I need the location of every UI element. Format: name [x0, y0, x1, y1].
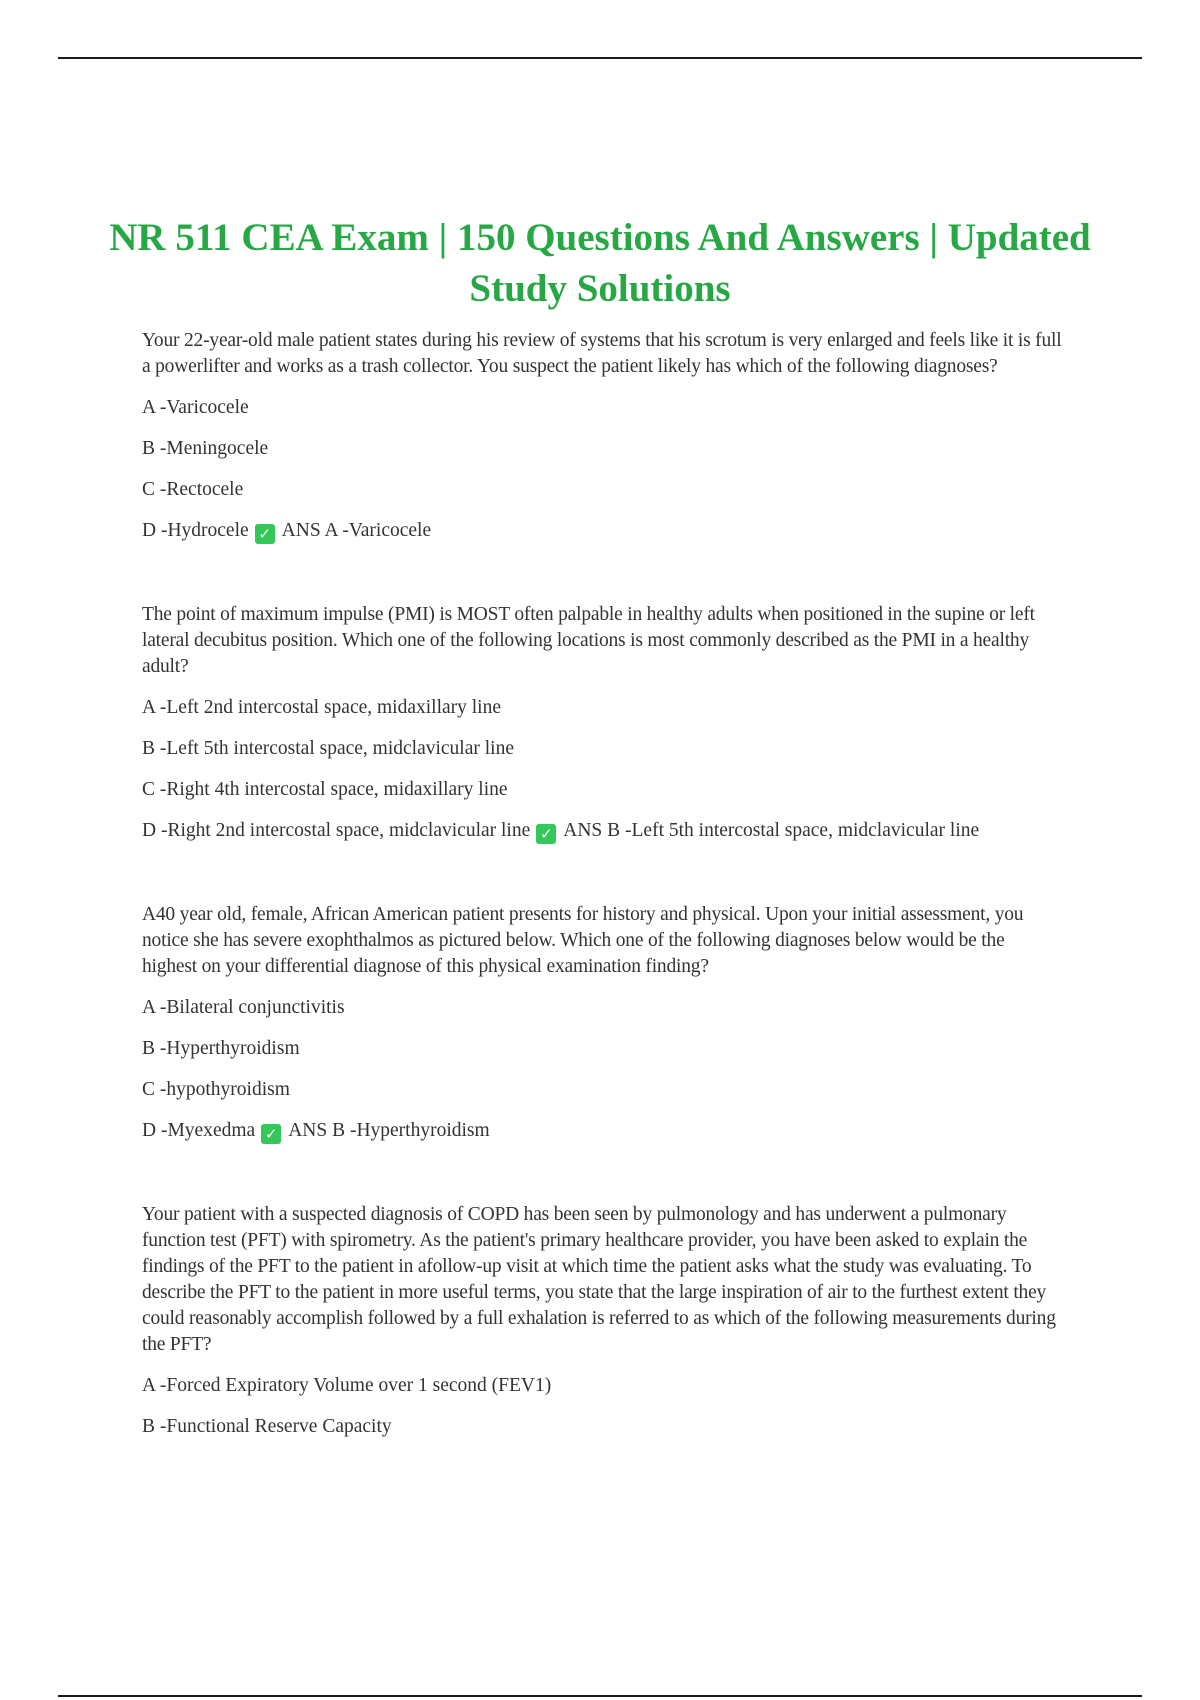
- option-d-answer-line: [142, 818, 1062, 844]
- question-block-2: [142, 602, 1062, 844]
- option-c: C -Rectocele: [142, 479, 244, 500]
- option-c: C -Right 4th intercostal space, midaxillary line: [142, 779, 508, 800]
- question-text: Your 22-year-old male patient states during his review of systems that his scrotum is very enlarged and feels like it is full a powerlifter and works as a trash collector. You suspect the patient likely has which of the following diagnoses?: [142, 330, 1062, 377]
- option-a: A -Bilateral conjunctivitis: [142, 997, 345, 1018]
- answer-text: ANS B -Left 5th intercostal space, midclavicular line: [563, 820, 980, 841]
- answer-text: ANS A -Varicocele: [281, 520, 432, 541]
- option-d-answer-line: [142, 1118, 1062, 1144]
- question-block-1: [142, 328, 1062, 544]
- check-mark-icon: ✓: [255, 524, 275, 544]
- check-mark-icon: ✓: [536, 824, 556, 844]
- question-text: The point of maximum impulse (PMI) is MOST often palpable in healthy adults when positioned in the supine or left lateral decubitus position. Which one of the following locations is most commonly described as the PMI in a healthy adult?: [142, 604, 1035, 677]
- question-text: Your patient with a suspected diagnosis of COPD has been seen by pulmonology and has underwent a pulmonary function test (PFT) with spirometry. As the patient's primary healthcare provider, you have been asked to explain the findings of the PFT to the patient in afollow-up visit at which time the patient asks what the study was evaluating. To describe the PFT to the patient in more useful terms, you state that the large inspiration of air to the furthest extent they could reasonably accomplish followed by a full exhalation is referred to as which of the following measurements during the PFT?: [142, 1204, 1056, 1355]
- option-d: D -Right 2nd intercostal space, midclavicular line: [142, 820, 531, 841]
- option-a: A -Forced Expiratory Volume over 1 second (FEV1): [142, 1375, 552, 1396]
- document-body: [142, 328, 1062, 1440]
- top-rule: [58, 57, 1142, 59]
- answer-text: ANS B -Hyperthyroidism: [288, 1120, 490, 1141]
- option-c: C -hypothyroidism: [142, 1079, 290, 1100]
- bottom-rule: [58, 1695, 1142, 1697]
- option-b: B -Left 5th intercostal space, midclavicular line: [142, 738, 514, 759]
- option-b: B -Meningocele: [142, 438, 269, 459]
- option-a: A -Left 2nd intercostal space, midaxillary line: [142, 697, 502, 718]
- page-title: NR 511 CEA Exam | 150 Questions And Answers | Updated Study Solutions: [109, 216, 1091, 310]
- option-a: A -Varicocele: [142, 397, 249, 418]
- option-d: D -Myexedma: [142, 1120, 256, 1141]
- check-mark-icon: ✓: [261, 1124, 281, 1144]
- option-d: D -Hydrocele: [142, 520, 249, 541]
- question-block-4: [142, 1202, 1062, 1440]
- question-text: A40 year old, female, African American patient presents for history and physical. Upon your initial assessment, you notice she has severe exophthalmos as pictured below. Which one of the following diagnoses below would be the highest on your differential diagnose of this physical examination finding?: [142, 904, 1024, 977]
- option-d-answer-line: [142, 518, 1062, 544]
- option-b: B -Hyperthyroidism: [142, 1038, 300, 1059]
- question-block-3: [142, 902, 1062, 1144]
- option-b: B -Functional Reserve Capacity: [142, 1416, 392, 1437]
